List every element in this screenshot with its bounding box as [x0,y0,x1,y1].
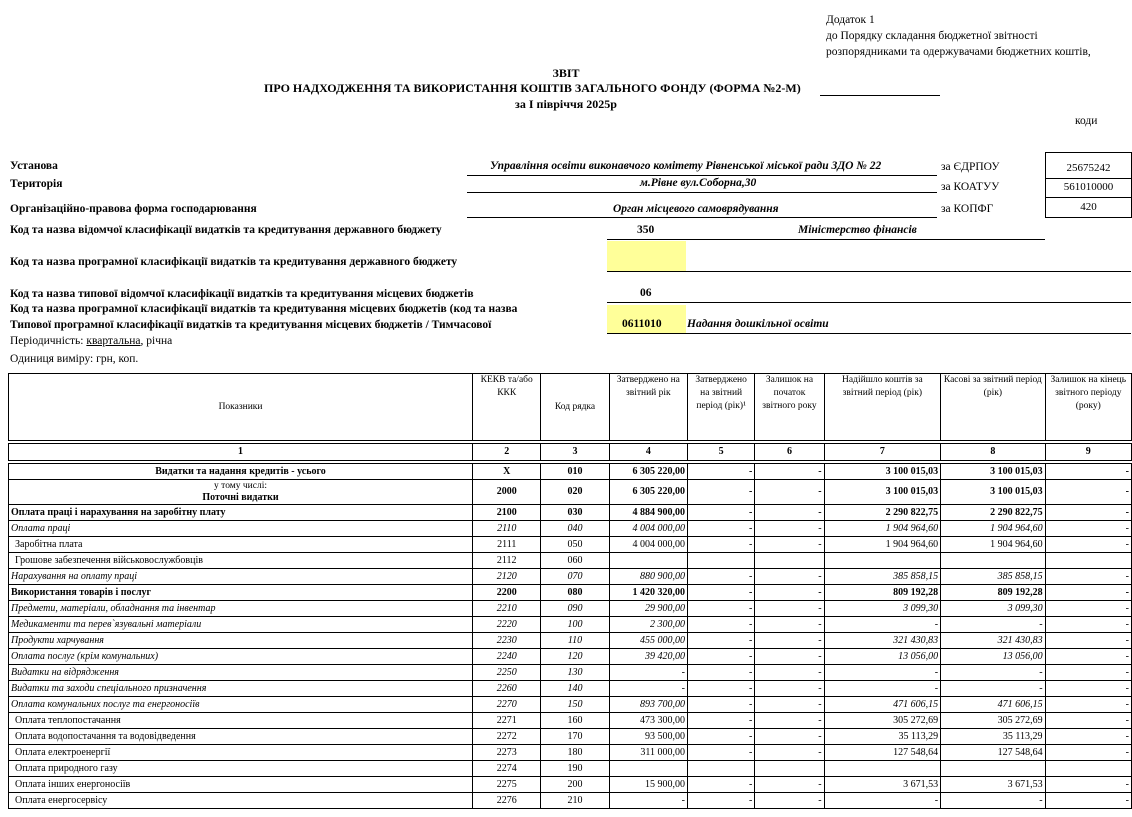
received-cell: 2 290 822,75 [824,505,941,521]
kekv-cell: 2230 [473,633,541,649]
approved-year-cell: - [609,665,687,681]
row-name: Оплата послуг (крім комунальних) [9,649,473,665]
balance-end-cell: - [1045,729,1131,745]
dept-class-code: 350 [637,224,655,236]
kekv-cell: 2100 [473,505,541,521]
cash-cell [941,553,1045,569]
balance-end-cell: - [1045,601,1131,617]
row-name: Грошове забезпечення військовослужбовців [9,553,473,569]
table-row [9,665,1132,681]
local-prog-code: 0611010 [622,318,662,330]
row-code-cell: 060 [541,553,609,569]
periodicity-rest: , річна [140,335,173,347]
cash-cell: - [941,617,1045,633]
col-number: 6 [755,444,824,461]
approved-year-cell: 2 300,00 [609,617,687,633]
row-name: Оплата праці і нарахування на заробітну плату [9,505,473,521]
kekv-cell: 2120 [473,569,541,585]
approved-period-cell: - [688,681,755,697]
balance-end-cell: - [1045,793,1131,809]
dept-class-underline [607,239,1045,240]
row-code-cell: 010 [541,464,609,480]
koatuu-code: 561010000 [1045,177,1132,198]
kekv-cell: 2273 [473,745,541,761]
table-row [9,777,1132,793]
received-cell: 3 100 015,03 [824,480,941,505]
approved-period-cell: - [688,633,755,649]
table-row [9,649,1132,665]
table-row [9,617,1132,633]
local-dept-code: 06 [640,287,652,299]
row-name: Оплата електроенергії [9,745,473,761]
balance-start-cell: - [755,617,824,633]
periodicity-selected: квартальна [86,335,141,347]
row-code-cell: 120 [541,649,609,665]
table-row [9,464,1132,480]
balance-end-cell: - [1045,617,1131,633]
balance-end-cell: - [1045,521,1131,537]
local-prog-name: Надання дошкільної освіти [687,318,829,330]
balance-start-cell: - [755,464,824,480]
table-row [9,585,1132,601]
prog-class-code-field [607,241,686,271]
table-row [9,633,1132,649]
row-name: Видатки та заходи спеціального призначення [9,681,473,697]
unit-of-measure: Одиниця виміру: грн, коп. [10,353,139,365]
balance-start-cell: - [755,665,824,681]
cash-cell: 13 056,00 [941,649,1045,665]
balance-end-cell: - [1045,464,1131,480]
balance-start-cell: - [755,569,824,585]
header-balance-end: Залишок на кінець звітного періоду (року) [1045,374,1131,441]
kekv-cell: 2271 [473,713,541,729]
approved-period-cell: - [688,665,755,681]
kekv-cell: 2260 [473,681,541,697]
column-numbers-row [9,444,1132,461]
prog-class-label: Код та назва програмної класифікації видатків та кредитування державного бюджету [10,256,458,268]
kekv-cell: 2200 [473,585,541,601]
balance-start-cell: - [755,480,824,505]
cash-cell: 3 100 015,03 [941,480,1045,505]
received-cell: 1 904 964,60 [824,521,941,537]
kekv-cell: 2111 [473,537,541,553]
approved-year-cell [609,761,687,777]
approved-year-cell: 880 900,00 [609,569,687,585]
received-cell: 1 904 964,60 [824,537,941,553]
kekv-cell: Х [473,464,541,480]
balance-end-cell: - [1045,649,1131,665]
kekv-cell: 2110 [473,521,541,537]
cash-cell: 305 272,69 [941,713,1045,729]
approved-year-cell: 473 300,00 [609,713,687,729]
edrpou-code: 25675242 [1045,152,1132,179]
report-period: за І півріччя 2025р [515,97,617,111]
received-cell: - [824,617,941,633]
col-number: 7 [824,444,941,461]
received-cell: 471 606,15 [824,697,941,713]
balance-end-cell: - [1045,480,1131,505]
received-cell [824,761,941,777]
prog-class-underline [607,271,1131,272]
balance-end-cell: - [1045,537,1131,553]
report-title: ЗВІТ [552,66,580,80]
received-cell: 3 100 015,03 [824,464,941,480]
budget-table [8,373,1132,809]
approved-year-cell: 1 420 320,00 [609,585,687,601]
balance-end-cell: - [1045,665,1131,681]
table-row [9,601,1132,617]
cash-cell: - [941,681,1045,697]
approved-period-cell: - [688,793,755,809]
appendix-reference: до Порядку складання бюджетної звітності [826,30,1038,42]
balance-start-cell: - [755,585,824,601]
row-code-cell: 180 [541,745,609,761]
balance-end-cell [1045,761,1131,777]
cash-cell: 3 100 015,03 [941,464,1045,480]
balance-end-cell: - [1045,697,1131,713]
balance-start-cell: - [755,521,824,537]
cash-cell: 809 192,28 [941,585,1045,601]
cash-cell: 3 099,30 [941,601,1045,617]
table-row [9,505,1132,521]
table-row [9,761,1132,777]
table-row [9,713,1132,729]
table-row [9,480,1132,505]
received-cell: - [824,665,941,681]
balance-start-cell [755,553,824,569]
row-name: Продукти харчування [9,633,473,649]
appendix-number: Додаток 1 [826,14,875,26]
approved-year-cell: 311 000,00 [609,745,687,761]
approved-year-cell: 455 000,00 [609,633,687,649]
header-cash: Касові за звітний період (рік) [941,374,1045,441]
header-kekv: КЕКВ та/або ККК [473,374,541,441]
approved-year-cell: 4 004 000,00 [609,537,687,553]
cash-cell [941,761,1045,777]
balance-end-cell [1045,553,1131,569]
table-row [9,569,1132,585]
kekv-cell: 2000 [473,480,541,505]
received-cell: 127 548,64 [824,745,941,761]
table-header-row [9,374,1132,441]
row-name: Оплата праці [9,521,473,537]
col-number: 5 [688,444,755,461]
row-name: Оплата інших енергоносіїв [9,777,473,793]
header-indicators: Показники [9,374,473,441]
periodicity [10,335,172,347]
approved-year-cell: - [609,793,687,809]
koatuu-label: за КОАТУУ [941,181,1000,193]
kopfg-label: за КОПФГ [941,203,994,215]
kekv-cell: 2112 [473,553,541,569]
approved-period-cell: - [688,649,755,665]
kopfg-code: 420 [1045,197,1132,218]
territory-value: м.Рівне вул.Соборна,30 [640,177,757,189]
row-code-cell: 040 [541,521,609,537]
table-row [9,697,1132,713]
institution-value: Управління освіти виконавчого комітету Рівненської міської ради ЗДО № 22 [490,160,882,172]
row-name: Оплата комунальних послуг та енергоносіїв [9,697,473,713]
kekv-cell: 2270 [473,697,541,713]
approved-year-cell: 6 305 220,00 [609,480,687,505]
cash-cell: 127 548,64 [941,745,1045,761]
received-cell: 3 099,30 [824,601,941,617]
received-cell: 3 671,53 [824,777,941,793]
approved-period-cell: - [688,745,755,761]
balance-start-cell [755,761,824,777]
local-prog-underline [607,333,1131,334]
kekv-cell: 2274 [473,761,541,777]
approved-period-cell: - [688,729,755,745]
balance-start-cell: - [755,729,824,745]
institution-label: Установа [10,160,58,172]
local-prog-label-1: Код та назва програмної класифікації видатків та кредитування місцевих бюджетів (код та назва [10,303,518,315]
approved-period-cell: - [688,617,755,633]
cash-cell: 321 430,83 [941,633,1045,649]
periodicity-label: Періодичність: [10,335,84,347]
approved-year-cell [609,553,687,569]
row-code-cell: 100 [541,617,609,633]
approved-period-cell: - [688,464,755,480]
row-code-cell: 200 [541,777,609,793]
approved-year-cell: 15 900,00 [609,777,687,793]
balance-start-cell: - [755,777,824,793]
approved-period-cell [688,761,755,777]
table-row [9,729,1132,745]
kekv-cell: 2220 [473,617,541,633]
received-cell: 385 858,15 [824,569,941,585]
balance-end-cell: - [1045,569,1131,585]
received-cell: 305 272,69 [824,713,941,729]
received-cell [824,553,941,569]
row-name: Оплата природного газу [9,761,473,777]
row-code-cell: 090 [541,601,609,617]
cash-cell: 471 606,15 [941,697,1045,713]
local-prog-label-2: Типової програмної класифікації видатків та кредитування місцевих бюджетів / Тимчасової [10,319,492,331]
local-dept-underline [607,302,1131,303]
row-name-line2: Поточні видатки [202,492,279,503]
balance-end-cell: - [1045,681,1131,697]
table-row [9,793,1132,809]
row-code-cell: 080 [541,585,609,601]
row-name [9,480,473,505]
row-code-cell: 140 [541,681,609,697]
row-name: Оплата енергосервісу [9,793,473,809]
row-name: Заробітна плата [9,537,473,553]
balance-start-cell: - [755,793,824,809]
table-row [9,553,1132,569]
cash-cell: 1 904 964,60 [941,521,1045,537]
balance-start-cell: - [755,745,824,761]
received-cell: 809 192,28 [824,585,941,601]
row-code-cell: 110 [541,633,609,649]
approved-year-cell: 39 420,00 [609,649,687,665]
org-form-value: Орган місцевого самоврядування [613,203,779,215]
approved-period-cell: - [688,480,755,505]
balance-end-cell: - [1045,585,1131,601]
header-received: Надійшло коштів за звітний період (рік) [824,374,941,441]
row-name: Оплата теплопостачання [9,713,473,729]
row-code-cell: 130 [541,665,609,681]
approved-period-cell: - [688,601,755,617]
table-row [9,681,1132,697]
row-name: Предмети, матеріали, обладнання та інвентар [9,601,473,617]
cash-cell: 2 290 822,75 [941,505,1045,521]
kekv-cell: 2272 [473,729,541,745]
balance-end-cell: - [1045,713,1131,729]
row-name: Медикаменти та перев`язувальні матеріали [9,617,473,633]
row-name: Оплата водопостачання та водовідведення [9,729,473,745]
header-balance-start: Залишок на початок звітного року [755,374,824,441]
row-code-cell: 150 [541,697,609,713]
balance-end-cell: - [1045,777,1131,793]
col-number: 3 [541,444,609,461]
header-approved-period: Затверджено на звітний період (рік)¹ [688,374,755,441]
org-form-label: Організаційно-правова форма господарювання [10,203,257,215]
cash-cell: 385 858,15 [941,569,1045,585]
local-dept-label: Код та назва типової відомчої класифікації видатків та кредитування місцевих бюджетів [10,288,474,300]
col-number: 1 [9,444,473,461]
row-name: Видатки на відрядження [9,665,473,681]
row-name: Використання товарів і послуг [9,585,473,601]
col-number: 9 [1045,444,1131,461]
received-cell: 13 056,00 [824,649,941,665]
approved-period-cell: - [688,777,755,793]
approved-period-cell: - [688,521,755,537]
approved-year-cell: 93 500,00 [609,729,687,745]
approved-period-cell: - [688,569,755,585]
kekv-cell: 2240 [473,649,541,665]
cash-cell: 1 904 964,60 [941,537,1045,553]
approved-year-cell: 29 900,00 [609,601,687,617]
approved-year-cell: 893 700,00 [609,697,687,713]
table-row [9,521,1132,537]
edrpou-label: за ЄДРПОУ [941,161,1000,173]
cash-cell: 3 671,53 [941,777,1045,793]
row-code-cell: 070 [541,569,609,585]
report-subtitle: ПРО НАДХОДЖЕННЯ ТА ВИКОРИСТАННЯ КОШТІВ ЗАГАЛЬНОГО ФОНДУ (ФОРМА №2-М) [264,81,801,95]
balance-start-cell: - [755,681,824,697]
header-row-code: Код рядка [541,374,609,441]
territory-underline [467,192,937,193]
received-cell: - [824,681,941,697]
received-cell: - [824,793,941,809]
balance-start-cell: - [755,505,824,521]
row-code-cell: 170 [541,729,609,745]
cash-cell: 35 113,29 [941,729,1045,745]
received-cell: 35 113,29 [824,729,941,745]
table-row [9,537,1132,553]
approved-period-cell [688,553,755,569]
approved-year-cell: 6 305 220,00 [609,464,687,480]
balance-end-cell: - [1045,505,1131,521]
row-code-cell: 030 [541,505,609,521]
title-underline [820,95,940,96]
balance-start-cell: - [755,601,824,617]
balance-start-cell: - [755,649,824,665]
kekv-cell: 2250 [473,665,541,681]
balance-end-cell: - [1045,633,1131,649]
kekv-cell: 2210 [473,601,541,617]
row-code-cell: 210 [541,793,609,809]
row-code-cell: 160 [541,713,609,729]
row-code-cell: 020 [541,480,609,505]
cash-cell: - [941,665,1045,681]
codes-label: коди [1075,115,1098,127]
col-number: 4 [609,444,687,461]
approved-year-cell: 4 004 000,00 [609,521,687,537]
appendix-reference-cont: розпорядниками та одержувачами бюджетних коштів, [826,46,1091,58]
dept-class-name: Міністерство фінансів [798,224,917,236]
approved-period-cell: - [688,713,755,729]
received-cell: 321 430,83 [824,633,941,649]
institution-underline [467,175,937,176]
approved-period-cell: - [688,585,755,601]
approved-period-cell: - [688,697,755,713]
balance-start-cell: - [755,537,824,553]
approved-year-cell: 4 884 900,00 [609,505,687,521]
row-code-cell: 050 [541,537,609,553]
approved-period-cell: - [688,505,755,521]
dept-class-label: Код та назва відомчої класифікації видатків та кредитування державного бюджету [10,224,442,236]
row-name: Видатки та надання кредитів - усього [9,464,473,480]
balance-end-cell: - [1045,745,1131,761]
row-name-line1: у тому числі: [214,481,268,491]
balance-start-cell: - [755,697,824,713]
col-number: 8 [941,444,1045,461]
row-name: Нарахування на оплату праці [9,569,473,585]
org-form-underline [467,217,937,218]
kekv-cell: 2276 [473,793,541,809]
table-row [9,745,1132,761]
territory-label: Територія [10,178,63,190]
balance-start-cell: - [755,713,824,729]
header-approved-year: Затверджено на звітний рік [609,374,687,441]
row-code-cell: 190 [541,761,609,777]
approved-period-cell: - [688,537,755,553]
balance-start-cell: - [755,633,824,649]
kekv-cell: 2275 [473,777,541,793]
col-number: 2 [473,444,541,461]
approved-year-cell: - [609,681,687,697]
cash-cell: - [941,793,1045,809]
